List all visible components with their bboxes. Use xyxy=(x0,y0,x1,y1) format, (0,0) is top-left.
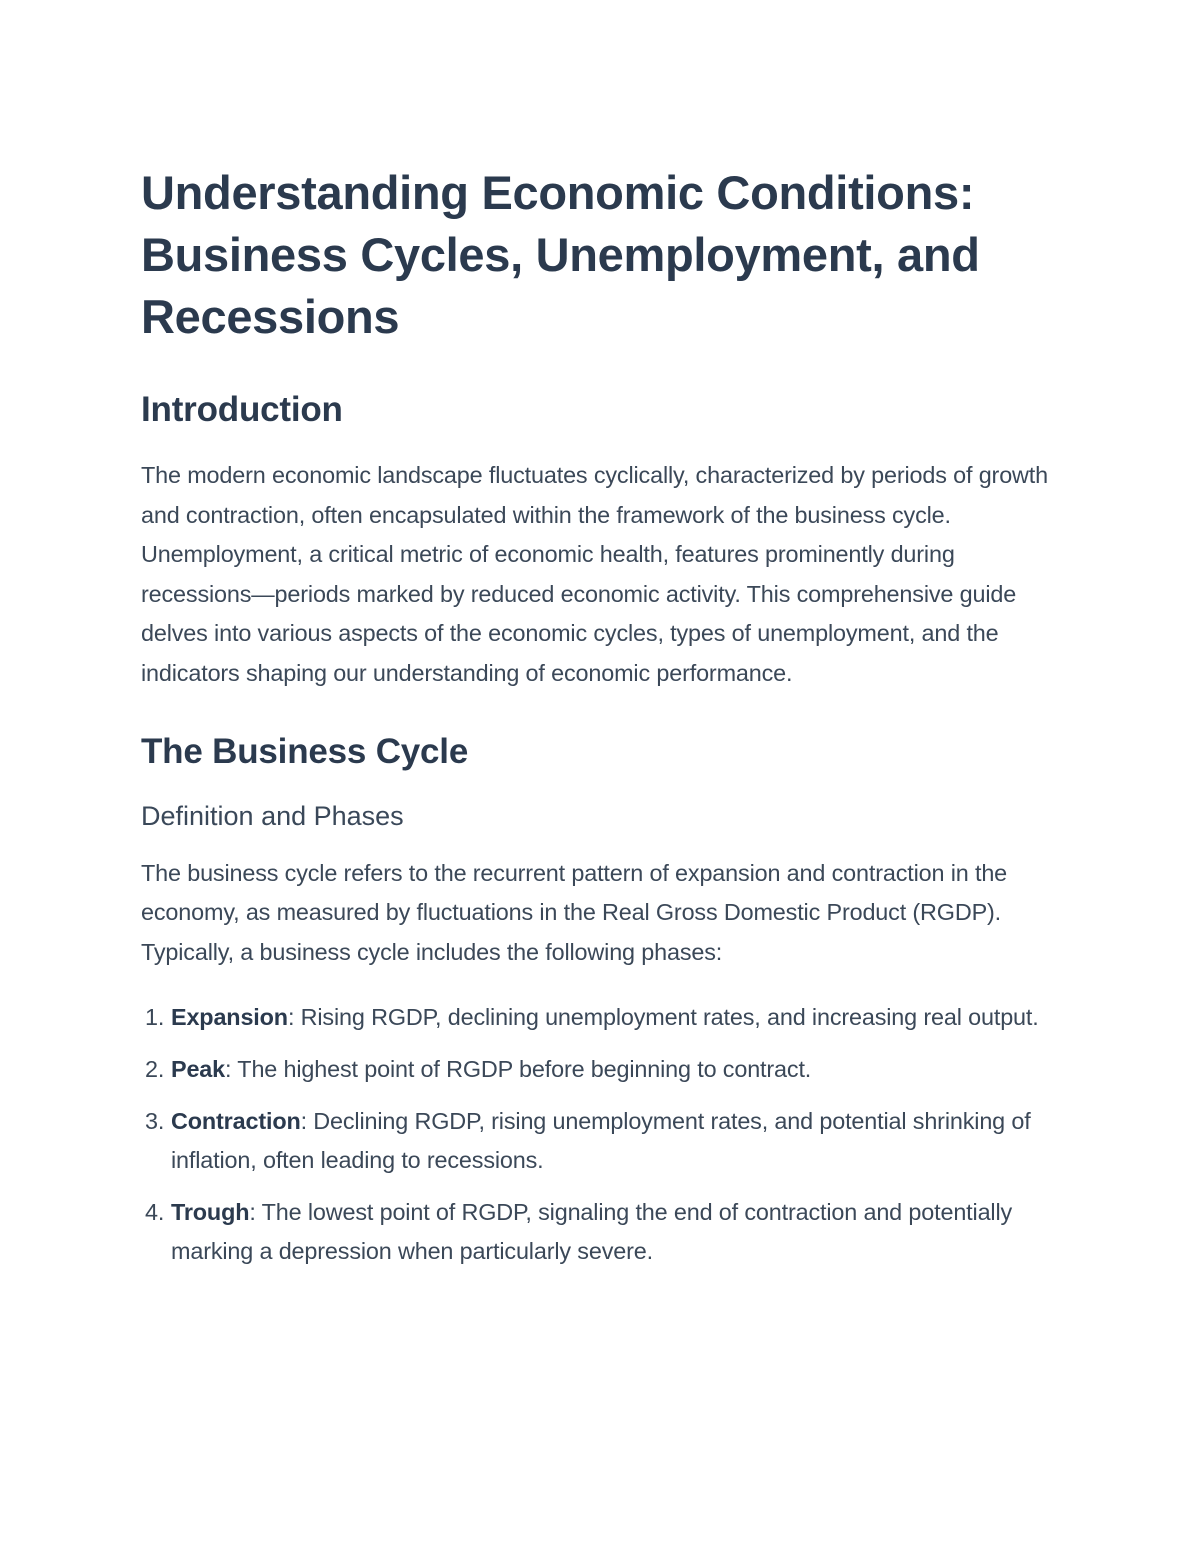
phase-description: : Declining RGDP, rising unemployment rates, and potential shrinking of inflation, often leading to recessions. xyxy=(171,1107,1031,1174)
phase-term: Peak xyxy=(171,1055,226,1082)
phase-description: : The highest point of RGDP before beginning to contract. xyxy=(225,1055,812,1082)
phase-item-contraction xyxy=(141,1102,1066,1181)
introduction-paragraph: The modern economic landscape fluctuates cyclically, characterized by periods of growth and contraction, often encapsulated within the framework of the business cycle. Unemployment, a critical metric of economic health, features prominently during recessions—periods marked by reduced economic activity. This comprehensive guide delves into various aspects of the economic cycles, types of unemployment, and the indicators shaping our understanding of economic performance. xyxy=(141,462,1048,686)
business-cycle-heading: The Business Cycle xyxy=(141,731,469,771)
document-content xyxy=(141,162,1066,1284)
phase-number: 2. xyxy=(145,1055,165,1082)
phase-item-expansion xyxy=(141,998,1066,1038)
document-title: Understanding Economic Conditions: Business Cycles, Unemployment, and Recessions xyxy=(141,166,980,343)
phase-term: Trough xyxy=(171,1198,250,1225)
definition-phases-subheading: Definition and Phases xyxy=(141,800,404,831)
phase-number: 1. xyxy=(145,1004,165,1031)
phase-term: Expansion xyxy=(171,1004,288,1031)
phase-item-peak xyxy=(141,1050,1066,1090)
phase-number: 4. xyxy=(145,1198,165,1225)
phase-item-trough xyxy=(141,1193,1066,1272)
phase-description: : Rising RGDP, declining unemployment rates, and increasing real output. xyxy=(287,1004,1039,1031)
phase-number: 3. xyxy=(145,1107,165,1134)
business-cycle-paragraph: The business cycle refers to the recurrent pattern of expansion and contraction in the economy, as measured by fluctuations in the Real Gross Domestic Product (RGDP). Typically, a business cycle includes the following phases: xyxy=(141,859,1008,965)
introduction-heading: Introduction xyxy=(141,390,343,429)
phases-list xyxy=(141,998,1066,1272)
phase-term: Contraction xyxy=(171,1107,301,1134)
phase-description: : The lowest point of RGDP, signaling the end of contraction and potentially marking a depression when particularly severe. xyxy=(171,1198,1013,1265)
